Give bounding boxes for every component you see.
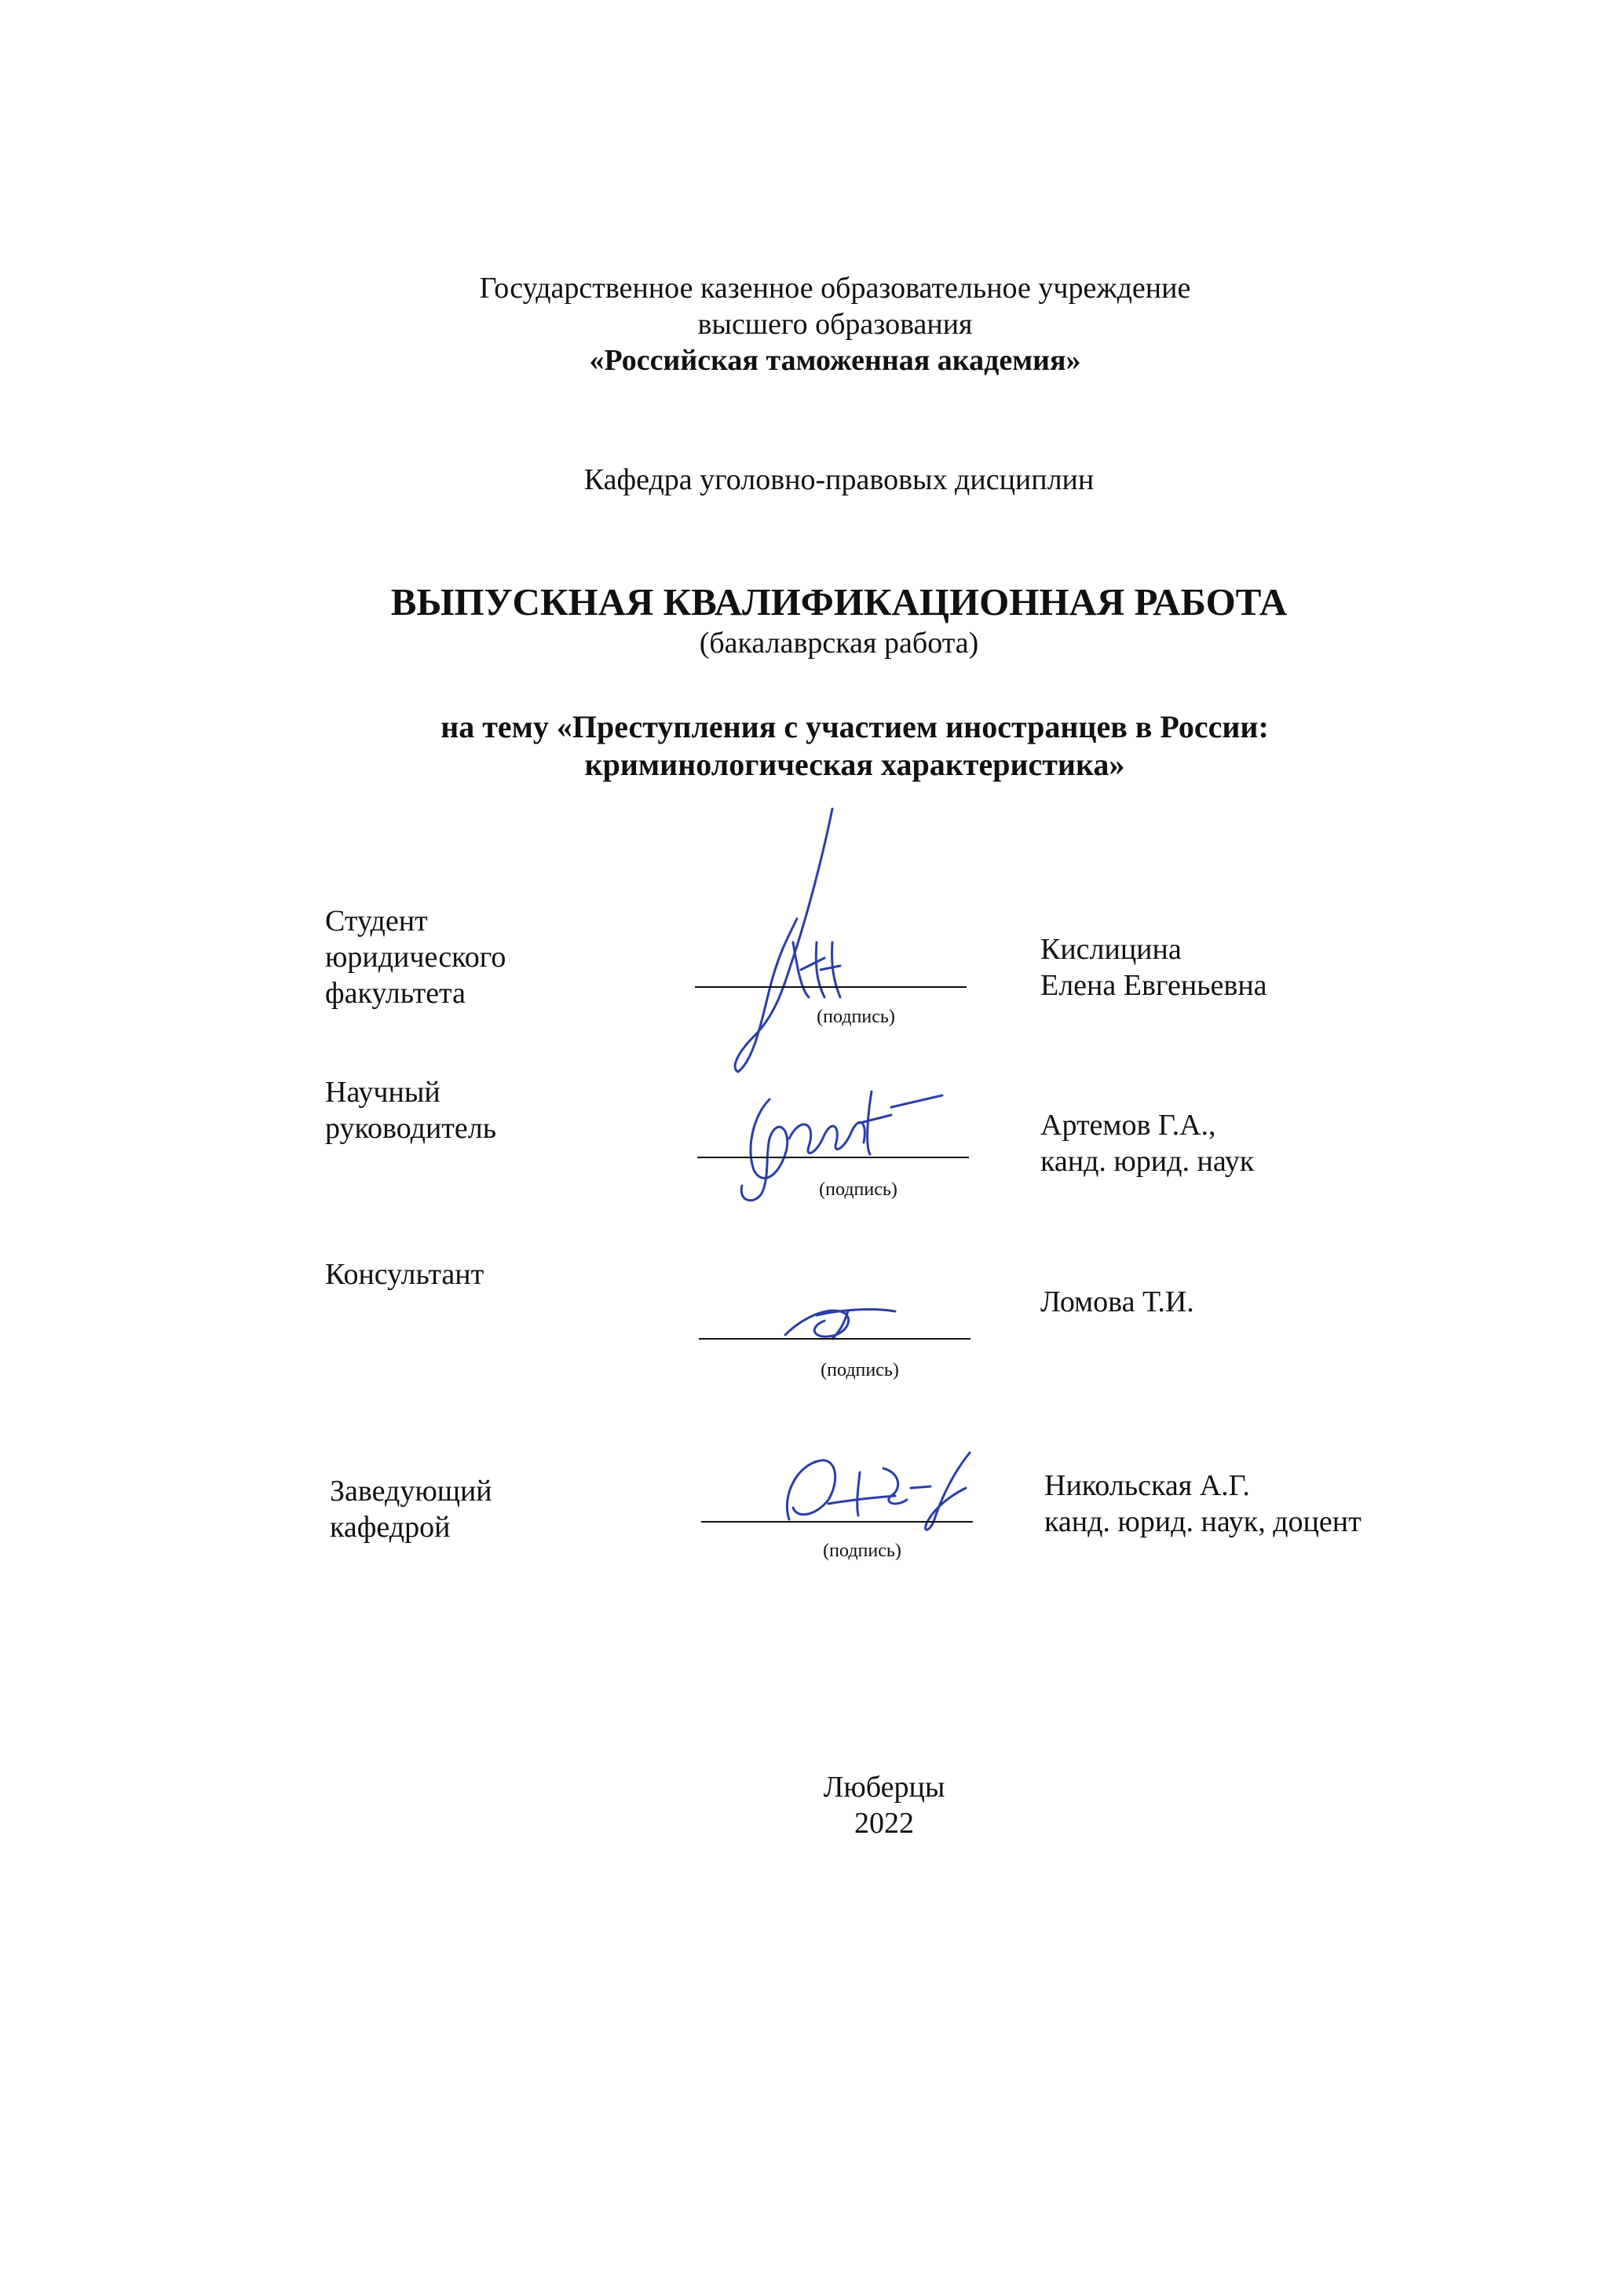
signature-line xyxy=(695,986,967,988)
role-line: Студент xyxy=(325,905,428,938)
institution-header xyxy=(0,270,1623,378)
role-line: руководитель xyxy=(325,1112,497,1145)
signatory-role-supervisor xyxy=(325,1074,639,1146)
person-line: Никольская А.Г. xyxy=(1044,1469,1250,1502)
person-line: Артемов Г.А., xyxy=(1040,1109,1216,1142)
signature-line xyxy=(699,1338,971,1340)
role-line: факультета xyxy=(325,977,466,1010)
student-signature xyxy=(722,801,879,1084)
person-line: Елена Евгеньевна xyxy=(1040,969,1267,1002)
signatory-person-supervisor xyxy=(1040,1107,1590,1179)
signatory-role-head xyxy=(330,1473,644,1545)
topic-line-1: на тему «Преступления с участием иностранцев в России: xyxy=(440,709,1269,744)
signature-caption: (подпись) xyxy=(817,1007,895,1027)
institution-line-2: высшего образования xyxy=(697,308,973,341)
department xyxy=(0,462,1623,498)
footer xyxy=(0,1769,1623,1841)
signature-line xyxy=(697,1157,969,1158)
role-line: кафедрой xyxy=(330,1511,451,1544)
work-topic xyxy=(0,708,1623,784)
signature-caption: (подпись) xyxy=(819,1179,897,1200)
signatory-role-student xyxy=(325,903,639,1011)
role-line: Заведующий xyxy=(330,1475,492,1508)
person-line: Кислицина xyxy=(1040,933,1182,966)
signatory-role-consultant xyxy=(325,1256,639,1292)
signature-caption: (подпись) xyxy=(823,1541,901,1561)
work-title-block xyxy=(0,579,1623,661)
city: Люберцы xyxy=(823,1771,945,1804)
work-subtitle: (бакалаврская работа) xyxy=(699,627,979,660)
signature-line xyxy=(701,1521,973,1523)
signature-caption: (подпись) xyxy=(821,1360,899,1380)
person-line: канд. юрид. наук xyxy=(1040,1145,1255,1178)
person-line: канд. юрид. наук, доцент xyxy=(1044,1505,1362,1538)
institution-line-1: Государственное казенное образовательное учреждение xyxy=(479,272,1191,305)
consultant-signature xyxy=(769,1288,927,1351)
signatory-person-consultant xyxy=(1040,1284,1590,1320)
department-name: Кафедра уголовно-правовых дисциплин xyxy=(583,463,1095,496)
signatory-person-student xyxy=(1040,931,1590,1004)
topic-line-2: криминологическая характеристика» xyxy=(584,747,1125,782)
role-line: юридического xyxy=(325,941,506,974)
person-line: Ломова Т.И. xyxy=(1040,1285,1194,1318)
signatory-person-head xyxy=(1044,1468,1594,1540)
role-line: Консультант xyxy=(325,1258,484,1291)
work-title: ВЫПУСКНАЯ КВАЛИФИКАЦИОННАЯ РАБОТА xyxy=(390,580,1288,623)
institution-name: «Российская таможенная академия» xyxy=(589,344,1081,377)
year: 2022 xyxy=(854,1807,914,1840)
role-line: Научный xyxy=(325,1076,440,1109)
